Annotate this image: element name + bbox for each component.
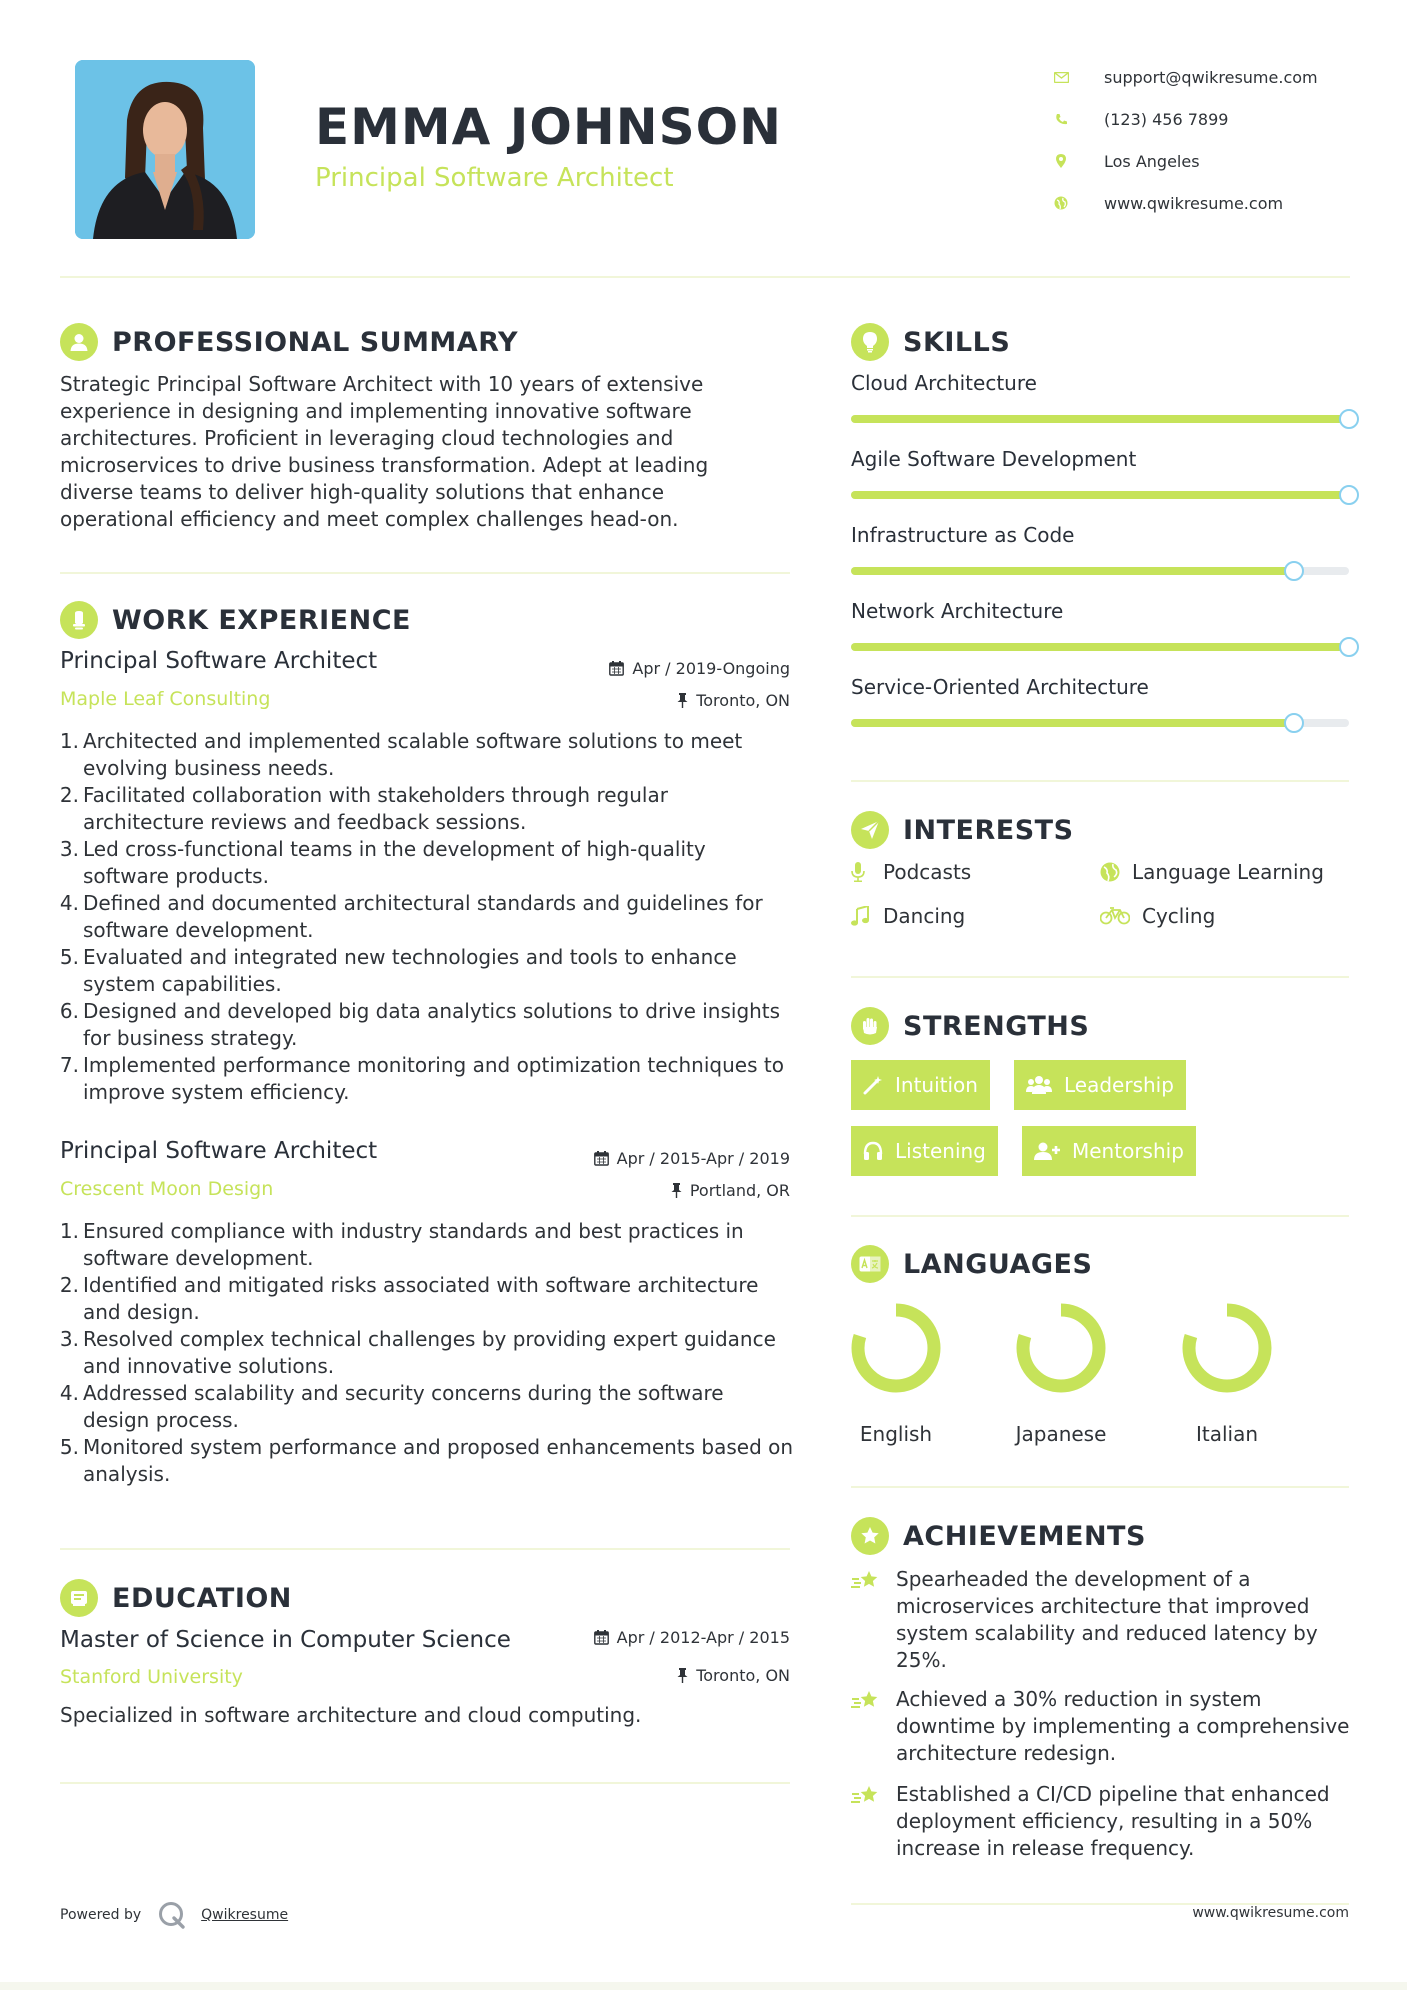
duty-item: 3. Resolved complex technical challenges by providing expert guidance and innovative solutions. [59, 1327, 776, 1378]
bicycle-icon [1100, 907, 1134, 925]
job-date-text: Apr / 2019-Ongoing [632, 659, 790, 678]
job-location-text: Toronto, ON [696, 691, 790, 710]
summary-text: Strategic Principal Software Architect with 10 years of extensive experience in designing and implementing innovative software architectures. Proficient in leveraging cloud technologies and microservices to drive business transformation. Adept at leading diverse teams to deliver high-quality solutions that enhance operational efficiency and meet complex challenges head-on. [60, 372, 709, 531]
header-divider [60, 276, 1350, 278]
lightbulb-icon [851, 323, 889, 361]
shooting-star-icon [851, 1686, 883, 1767]
job-date [609, 659, 790, 678]
education-title: EDUCATION [112, 1582, 292, 1614]
language-item [1001, 1302, 1121, 1446]
languages-title: LANGUAGES [903, 1248, 1093, 1280]
education-date [594, 1628, 790, 1647]
achievement-item [851, 1781, 1361, 1862]
bottom-strip [0, 1982, 1407, 1990]
duty-item: 1. Ensured compliance with industry standards and best practices in software development. [59, 1219, 744, 1270]
job-company: Crescent Moon Design [60, 1178, 274, 1200]
education-divider [60, 1782, 790, 1784]
duty-item: 6. Designed and developed big data analytics solutions to drive insights for business strategy. [59, 999, 781, 1050]
contact-email [1050, 56, 1370, 98]
contact-location [1050, 140, 1370, 182]
summary-divider [60, 572, 790, 574]
work-header [60, 601, 411, 639]
interest-item [1100, 860, 1324, 884]
calendar-icon [594, 1630, 609, 1645]
qwikresume-link[interactable]: Qwikresume [201, 1907, 289, 1923]
language-ring [1015, 1302, 1107, 1394]
interest-item [851, 860, 971, 884]
skill-bar [851, 719, 1349, 727]
language-ring-arc [1023, 1310, 1099, 1386]
language-ring-arc [858, 1310, 934, 1386]
skill-bar [851, 415, 1349, 423]
education-location [677, 1666, 790, 1685]
duty-item: 2. Facilitated collaboration with stakeholders through regular architecture reviews and feedback sessions. [59, 783, 668, 834]
graduation-icon [60, 1579, 98, 1617]
skills-header [851, 323, 1010, 361]
contact-location-text: Los Angeles [1104, 151, 1200, 171]
skill-bar-knob [1339, 409, 1359, 429]
job-date-text: Apr / 2015-Apr / 2019 [616, 1149, 790, 1168]
achievement-text: Spearheaded the development of a microservices architecture that improved system scalability and reduced latency by 25%. [896, 1567, 1318, 1672]
hand-icon [851, 1007, 889, 1045]
briefcase-icon [60, 601, 98, 639]
star-badge-icon [851, 1517, 889, 1555]
map-pin-icon [1053, 153, 1069, 169]
interest-label: Podcasts [883, 860, 972, 884]
skill-bar-fill [851, 567, 1294, 575]
achievements-header [851, 1517, 1146, 1555]
strengths-header [851, 1007, 1089, 1045]
skill-bar-fill [851, 719, 1294, 727]
skill-name: Cloud Architecture [851, 371, 1037, 395]
contact-email-text[interactable]: support@qwikresume.com [1104, 67, 1318, 87]
magic-wand-icon [863, 1075, 883, 1095]
interest-label: Dancing [883, 904, 966, 928]
education-location-text: Toronto, ON [696, 1666, 790, 1685]
job-date [594, 1149, 790, 1168]
footer-url[interactable]: www.qwikresume.com [1192, 1905, 1349, 1921]
school-name: Stanford University [60, 1666, 243, 1688]
education-header [60, 1579, 292, 1617]
language-icon [851, 1245, 889, 1283]
skill-bar-knob [1339, 637, 1359, 657]
skill-bar-fill [851, 491, 1349, 499]
skill-bar-fill [851, 415, 1349, 423]
skill-name: Infrastructure as Code [851, 523, 1075, 547]
job-title: Principal Software Architect [60, 1138, 378, 1164]
interest-item [851, 904, 965, 928]
headphones-icon [863, 1141, 883, 1161]
achievement-text: Achieved a 30% reduction in system downtime by implementing a comprehensive architecture redesign. [896, 1687, 1350, 1765]
user-icon [60, 323, 98, 361]
skill-bar [851, 643, 1349, 651]
strengths-title: STRENGTHS [903, 1010, 1090, 1042]
skills-title: SKILLS [903, 326, 1011, 358]
contact-phone [1050, 98, 1370, 140]
strengths-divider [851, 1215, 1349, 1217]
degree-title: Master of Science in Computer Science [60, 1627, 511, 1653]
achievement-item [851, 1686, 1361, 1767]
contact-website-text[interactable]: www.qwikresume.com [1104, 193, 1284, 213]
profile-photo [75, 60, 255, 239]
footer-powered [60, 1900, 288, 1930]
interest-label: Language Learning [1132, 860, 1324, 884]
language-item [1167, 1302, 1287, 1446]
music-note-icon [851, 906, 875, 926]
contact-website [1050, 182, 1370, 224]
candidate-name: EMMA JOHNSON [315, 98, 782, 156]
interest-item [1100, 904, 1215, 928]
paper-plane-icon [851, 811, 889, 849]
strength-tag [851, 1126, 998, 1176]
skills-divider [851, 780, 1349, 782]
duty-item: 2. Identified and mitigated risks associated with software architecture and design. [59, 1273, 759, 1324]
duty-item: 7. Implemented performance monitoring and optimization techniques to improve system efficiency. [59, 1053, 784, 1104]
calendar-icon [609, 661, 624, 676]
skill-bar [851, 491, 1349, 499]
job-duties [60, 728, 795, 1106]
pushpin-icon [677, 693, 688, 708]
powered-by-label: Powered by [60, 1907, 142, 1923]
strength-tag [1014, 1060, 1186, 1110]
pushpin-icon [677, 1668, 688, 1683]
shooting-star-icon [851, 1781, 883, 1862]
language-item [836, 1302, 956, 1446]
skill-bar-knob [1284, 713, 1304, 733]
envelope-icon [1053, 69, 1069, 85]
phone-icon [1053, 111, 1069, 127]
language-ring [850, 1302, 942, 1394]
language-ring [1181, 1302, 1273, 1394]
user-plus-icon [1034, 1141, 1060, 1161]
interest-label: Cycling [1142, 904, 1216, 928]
globe-icon [1100, 862, 1124, 882]
job-location-text: Portland, OR [689, 1181, 790, 1200]
strength-label: Intuition [895, 1073, 978, 1097]
skill-name: Agile Software Development [851, 447, 1137, 471]
duty-item: 5. Evaluated and integrated new technologies and tools to enhance system capabilities. [59, 945, 737, 996]
achievement-text: Established a CI/CD pipeline that enhanced deployment efficiency, resulting in a 50% increase in release frequency. [896, 1782, 1330, 1860]
strength-tag [851, 1060, 990, 1110]
language-ring-arc [1189, 1310, 1265, 1386]
pushpin-icon [671, 1183, 682, 1198]
languages-header [851, 1245, 1092, 1283]
skill-bar-fill [851, 643, 1349, 651]
strength-label: Mentorship [1072, 1139, 1184, 1163]
languages-divider [851, 1486, 1349, 1488]
skill-bar [851, 567, 1349, 575]
duty-item: 3. Led cross-functional teams in the development of high-quality software products. [59, 837, 706, 888]
skill-name: Service-Oriented Architecture [851, 675, 1149, 699]
language-name: English [859, 1422, 933, 1446]
job-location [677, 691, 790, 710]
language-name: Italian [1195, 1422, 1259, 1446]
shooting-star-icon [851, 1566, 883, 1674]
duty-item: 4. Addressed scalability and security concerns during the software design process. [59, 1381, 724, 1432]
strength-label: Listening [895, 1139, 986, 1163]
strength-tag [1022, 1126, 1196, 1176]
job-location [671, 1181, 790, 1200]
duty-item: 5. Monitored system performance and proposed enhancements based on analysis. [59, 1435, 794, 1486]
work-title: WORK EXPERIENCE [112, 604, 411, 636]
summary-header [60, 323, 518, 361]
interests-divider [851, 976, 1349, 978]
duty-item: 4. Defined and documented architectural standards and guidelines for software development. [59, 891, 763, 942]
interests-title: INTERESTS [903, 814, 1074, 846]
education-note: Specialized in software architecture and cloud computing. [60, 1703, 642, 1727]
calendar-icon [594, 1151, 609, 1166]
skill-name: Network Architecture [851, 599, 1064, 623]
job-title: Principal Software Architect [60, 648, 378, 674]
skill-bar-knob [1284, 561, 1304, 581]
interests-header [851, 811, 1074, 849]
job-duties [60, 1218, 795, 1488]
duty-item: 1. Architected and implemented scalable software solutions to meet evolving business needs. [59, 729, 743, 780]
qwikresume-logo-icon [157, 1900, 187, 1930]
job-company: Maple Leaf Consulting [60, 688, 271, 710]
summary-title: PROFESSIONAL SUMMARY [112, 326, 519, 358]
achievement-item [851, 1566, 1361, 1674]
microphone-icon [851, 862, 875, 882]
skill-bar-knob [1339, 485, 1359, 505]
users-icon [1026, 1075, 1052, 1095]
contact-phone-text[interactable]: (123) 456 7899 [1104, 109, 1229, 129]
candidate-role: Principal Software Architect [315, 163, 674, 193]
language-name: Japanese [1015, 1422, 1107, 1446]
education-date-text: Apr / 2012-Apr / 2015 [616, 1628, 790, 1647]
achievements-title: ACHIEVEMENTS [903, 1520, 1146, 1552]
strength-label: Leadership [1064, 1073, 1174, 1097]
work-divider [60, 1548, 790, 1550]
globe-icon [1053, 195, 1069, 211]
contact-list [1050, 56, 1370, 224]
